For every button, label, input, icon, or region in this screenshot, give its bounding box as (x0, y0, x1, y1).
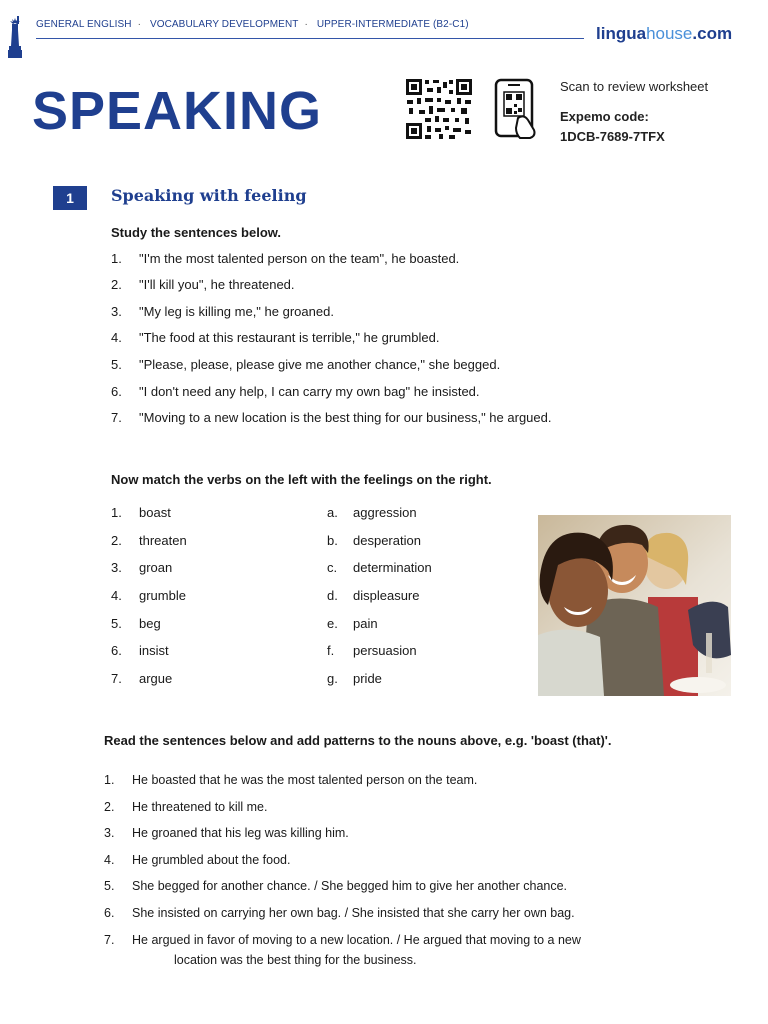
verb-number: 6. (111, 643, 122, 658)
study-instruction: Study the sentences below. (111, 225, 282, 240)
item-text: "The food at this restaurant is terrible," he grumbled. (139, 330, 440, 345)
feeling-item (327, 560, 432, 575)
verb-item (111, 643, 169, 658)
verb-text: insist (139, 643, 169, 658)
item-text: "Please, please, please give me another chance," she begged. (139, 357, 501, 372)
item-number: 4. (104, 853, 115, 867)
item-text: "Moving to a new location is the best thing for our business," he argued. (139, 410, 552, 425)
match-instruction: Now match the verbs on the left with the feelings on the right. (111, 472, 492, 487)
item-number: 7. (104, 933, 115, 947)
verb-text: groan (139, 560, 173, 575)
brand-part-house: house (646, 24, 693, 43)
verb-number: 5. (111, 616, 122, 631)
expemo-code: 1DCB-7689-7TFX (560, 129, 665, 144)
verb-item (111, 560, 172, 575)
item-text: He grumbled about the food. (132, 853, 291, 867)
pattern-item (104, 800, 268, 814)
verb-item (111, 616, 161, 631)
brand-logo[interactable] (596, 24, 732, 44)
phone-scan-icon (494, 78, 538, 140)
feeling-item (327, 616, 378, 631)
brand-part-lingua: lingua (596, 24, 647, 43)
feeling-item (327, 643, 417, 658)
feeling-text: aggression (353, 505, 417, 520)
feeling-text: displeasure (353, 588, 420, 603)
breadcrumb-level: GENERAL ENGLISH (36, 19, 132, 30)
breadcrumb-grade: UPPER-INTERMEDIATE (B2-C1) (316, 19, 469, 30)
item-number: 3. (111, 304, 122, 319)
feeling-text: pride (353, 671, 382, 686)
study-item (111, 304, 334, 319)
scan-info (560, 77, 708, 147)
verb-text: argue (139, 671, 173, 686)
breadcrumb: GENERAL ENGLISH · VOCABULARY DEVELOPMENT · UPPER-INTERMEDIATE (B2-C1) (36, 19, 469, 30)
verb-item (111, 671, 172, 686)
brand-part-com: .com (692, 24, 733, 43)
study-item (111, 410, 551, 425)
pattern-item (104, 933, 581, 947)
pattern-item (104, 773, 477, 787)
item-number: 6. (104, 906, 115, 920)
verb-item (111, 588, 186, 603)
feeling-letter: b. (327, 533, 338, 548)
item-text: She begged for another chance. / She begged him to give her another chance. (132, 879, 568, 893)
people-laughing-photo (538, 515, 731, 696)
pattern-item-continuation: location was the best thing for the business. (174, 953, 417, 967)
pattern-item (104, 826, 349, 840)
pattern-item (104, 906, 575, 920)
study-item (111, 357, 500, 372)
page-title: SPEAKING (32, 81, 323, 141)
study-item (111, 251, 459, 266)
item-text: He boasted that he was the most talented person on the team. (132, 773, 478, 787)
qr-code-icon[interactable] (405, 78, 473, 140)
item-number: 2. (111, 277, 122, 292)
item-number: 6. (111, 384, 122, 399)
verb-text: boast (139, 505, 171, 520)
header-divider (36, 38, 584, 39)
item-number: 3. (104, 826, 115, 840)
verb-text: beg (139, 616, 161, 631)
feeling-item (327, 671, 382, 686)
item-number: 5. (111, 357, 122, 372)
item-number: 5. (104, 879, 115, 893)
verb-number: 7. (111, 671, 122, 686)
item-number: 4. (111, 330, 122, 345)
item-text: She insisted on carrying her own bag. / She insisted that she carry her own bag. (132, 906, 575, 920)
feeling-item (327, 533, 421, 548)
verb-number: 1. (111, 505, 122, 520)
feeling-letter: c. (327, 560, 338, 575)
study-item (111, 384, 480, 399)
item-text: "I don't need any help, I can carry my own bag" he insisted. (139, 384, 480, 399)
item-text: "I'm the most talented person on the team", he boasted. (139, 251, 460, 266)
pattern-item (104, 853, 290, 867)
feeling-text: desperation (353, 533, 421, 548)
verb-number: 4. (111, 588, 122, 603)
feeling-item (327, 505, 417, 520)
feeling-text: pain (353, 616, 378, 631)
feeling-text: determination (353, 560, 432, 575)
feeling-letter: g. (327, 671, 338, 686)
verb-text: grumble (139, 588, 186, 603)
study-item (111, 277, 295, 292)
statue-of-liberty-icon (8, 16, 22, 58)
item-number: 1. (104, 773, 115, 787)
verb-item (111, 533, 187, 548)
pattern-item (104, 879, 567, 893)
feeling-text: persuasion (353, 643, 417, 658)
scan-text: Scan to review worksheet (560, 79, 709, 94)
breadcrumb-topic: VOCABULARY DEVELOPMENT (149, 19, 299, 30)
section-title: Speaking with feeling (111, 186, 307, 205)
patterns-instruction: Read the sentences below and add patterns to the nouns above, e.g. 'boast (that)'. (104, 733, 612, 748)
item-text: He argued in favor of moving to a new location. / He argued that moving to a new (132, 933, 581, 947)
feeling-letter: f. (327, 643, 335, 658)
section-number: 1 (53, 186, 87, 210)
item-number: 7. (111, 410, 122, 425)
feeling-letter: a. (327, 505, 338, 520)
item-number: 1. (111, 251, 122, 266)
item-number: 2. (104, 800, 115, 814)
item-text: "My leg is killing me," he groaned. (139, 304, 334, 319)
verb-number: 2. (111, 533, 122, 548)
feeling-letter: e. (327, 616, 338, 631)
verb-text: threaten (139, 533, 187, 548)
item-text: "I'll kill you", he threatened. (139, 277, 295, 292)
item-text: He threatened to kill me. (132, 800, 268, 814)
verb-number: 3. (111, 560, 122, 575)
expemo-code-label: Expemo code: (560, 109, 649, 124)
verb-item (111, 505, 171, 520)
feeling-item (327, 588, 420, 603)
study-item (111, 330, 439, 345)
item-text: He groaned that his leg was killing him. (132, 826, 349, 840)
feeling-letter: d. (327, 588, 338, 603)
